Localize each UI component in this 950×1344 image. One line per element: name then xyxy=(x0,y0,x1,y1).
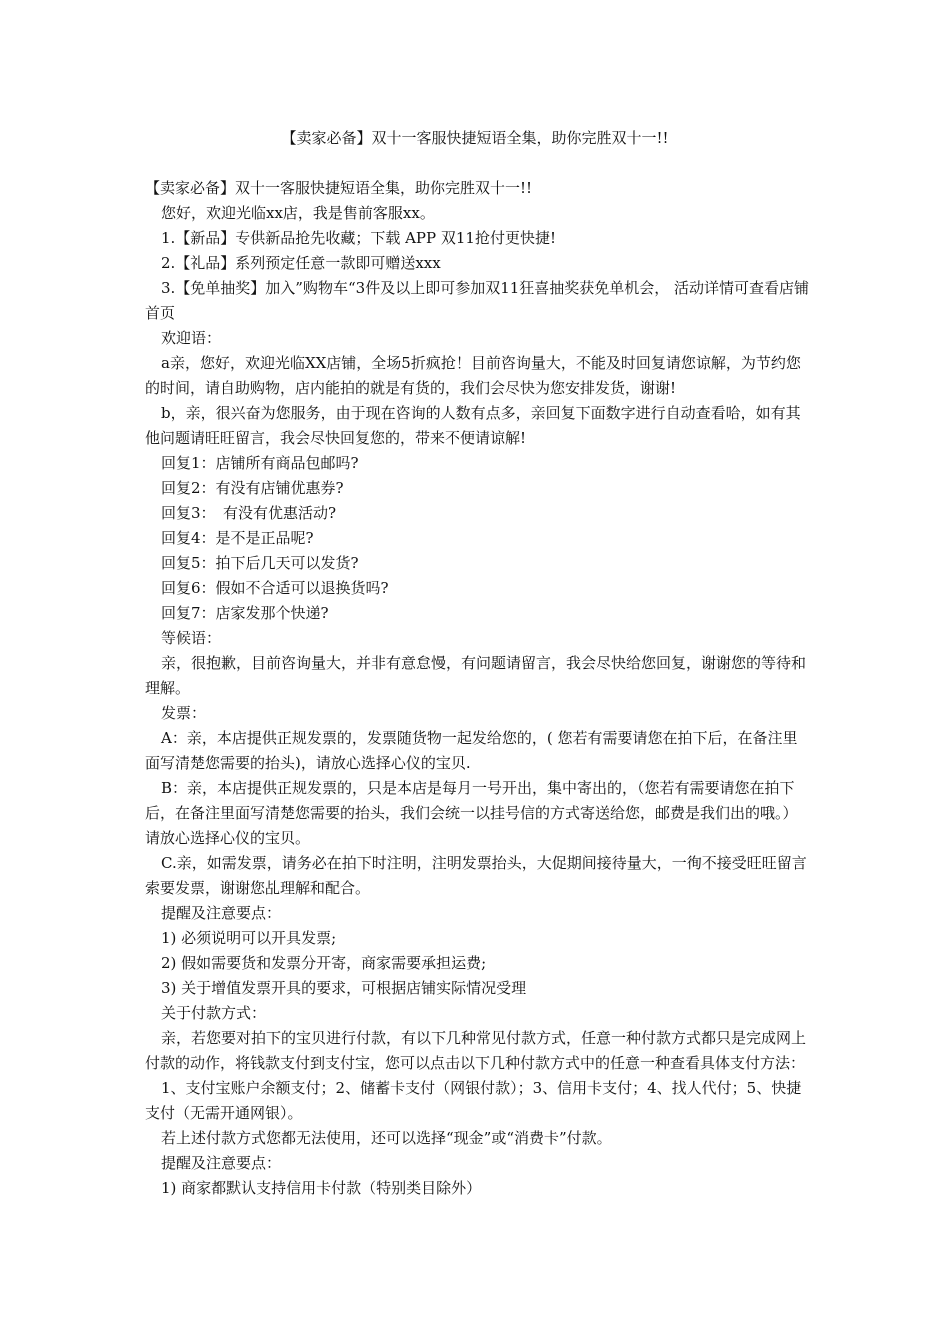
document-body xyxy=(145,176,810,1201)
paragraph-waiting: 亲，很抱歉，目前咨询量大，并非有意怠慢，有问题请留言，我会尽快给您回复，谢谢您的等待和理解。 xyxy=(145,654,807,697)
reply-item-7: 回复7：店家发那个快递? xyxy=(161,604,329,622)
paragraph-welcome-b: b，亲，很兴奋为您服务，由于现在咨询的人数有点多，亲回复下面数字进行自动查看哈，如有其他问题请旺旺留言，我会尽快回复您的，带来不便请谅解! xyxy=(145,404,801,447)
paragraph-invoice-b: B：亲，本店提供正规发票的，只是本店是每月一号开出，集中寄出的，（您若有需要请您在拍下后，在备注里面写清楚您需要的抬头，我们会统一以挂号信的方式寄送给您，邮费是我们出的哦。）请放心选择心仪的宝贝。 xyxy=(145,779,798,847)
reply-item-1: 回复1：店铺所有商品包邮吗? xyxy=(161,454,359,472)
section-heading-welcome: 欢迎语： xyxy=(161,329,222,347)
paragraph-invoice-a: A：亲，本店提供正规发票的，发票随货物一起发给您的，( 您若有需要请您在拍下后，在备注里面写清楚您需要的抬头)，请放心选择心仪的宝贝. xyxy=(145,729,798,772)
section-heading-invoice: 发票： xyxy=(161,704,207,722)
section-heading-payment: 关于付款方式： xyxy=(161,1004,267,1022)
section-heading-reminders: 提醒及注意要点： xyxy=(161,904,282,922)
paragraph-new-products: 1.【新品】专供新品抢先收藏；下载 APP 双11抢付更快捷! xyxy=(161,229,556,247)
paragraph-welcome-a: a亲，您好，欢迎光临XX店铺，全场5折疯抢！目前咨询量大，不能及时回复请您谅解，为节约您的时间，请自助购物，店内能拍的就是有货的，我们会尽快为您安排发货，谢谢! xyxy=(145,354,801,397)
reply-item-6: 回复6：假如不合适可以退换货吗? xyxy=(161,579,389,597)
section-heading-waiting: 等候语： xyxy=(161,629,222,647)
reminder-item-2: 2) 假如需要货和发票分开寄，商家需要承担运费; xyxy=(161,954,487,972)
reply-item-2: 回复2：有没有店铺优惠券? xyxy=(161,479,344,497)
reply-item-4: 回复4：是不是正品呢? xyxy=(161,529,314,547)
reminder-item-credit-card: 1) 商家都默认支持信用卡付款（特别类目除外） xyxy=(161,1179,482,1197)
paragraph-invoice-c: C.亲，如需发票，请务必在拍下时注明，注明发票抬头，大促期间接待量大，一徇不接受旺旺留言索要发票，谢谢您乩理解和配合。 xyxy=(145,854,807,897)
reply-item-5: 回复5：拍下后几天可以发货? xyxy=(161,554,359,572)
document-title: 【卖家必备】双十一客服快捷短语全集，助你完胜双十一!! xyxy=(281,129,669,147)
paragraph-payment-alternative: 若上述付款方式您都无法使用，还可以选择“现金”或“消费卡”付款。 xyxy=(161,1129,612,1147)
paragraph-payment-intro: 亲，若您要对拍下的宝贝进行付款，有以下几种常见付款方式，任意一种付款方式都只是完成网上付款的动作，将钱款支付到支付宝，您可以点击以下几种付款方式中的任意一种查看具体支付方法： xyxy=(145,1029,807,1072)
reply-item-3: 回复3： 有没有优惠活动? xyxy=(161,504,337,522)
paragraph-lottery: 3.【免单抽奖】加入”购物车“3件及以上即可参加双11狂喜抽奖获免单机会， 活动详情可查看店铺首页 xyxy=(145,279,810,322)
paragraph-heading: 【卖家必备】双十一客服快捷短语全集，助你完胜双十一!! xyxy=(145,179,533,197)
paragraph-greeting: 您好，欢迎光临xx店，我是售前客服xx。 xyxy=(161,204,435,222)
section-heading-reminders-2: 提醒及注意要点： xyxy=(161,1154,282,1172)
paragraph-payment-methods: 1、支付宝账户余额支付；2、储蓄卡支付（网银付款）；3、信用卡支付；4、找人代付；5、快捷支付（无需开通网银）。 xyxy=(145,1079,802,1122)
reminder-item-3: 3) 关于增值发票开具的要求，可根据店铺实际情况受理 xyxy=(161,979,527,997)
reminder-item-1: 1) 必须说明可以开具发票; xyxy=(161,929,337,947)
paragraph-gifts: 2.【礼品】系列预定任意一款即可赠送xxx xyxy=(161,254,441,272)
